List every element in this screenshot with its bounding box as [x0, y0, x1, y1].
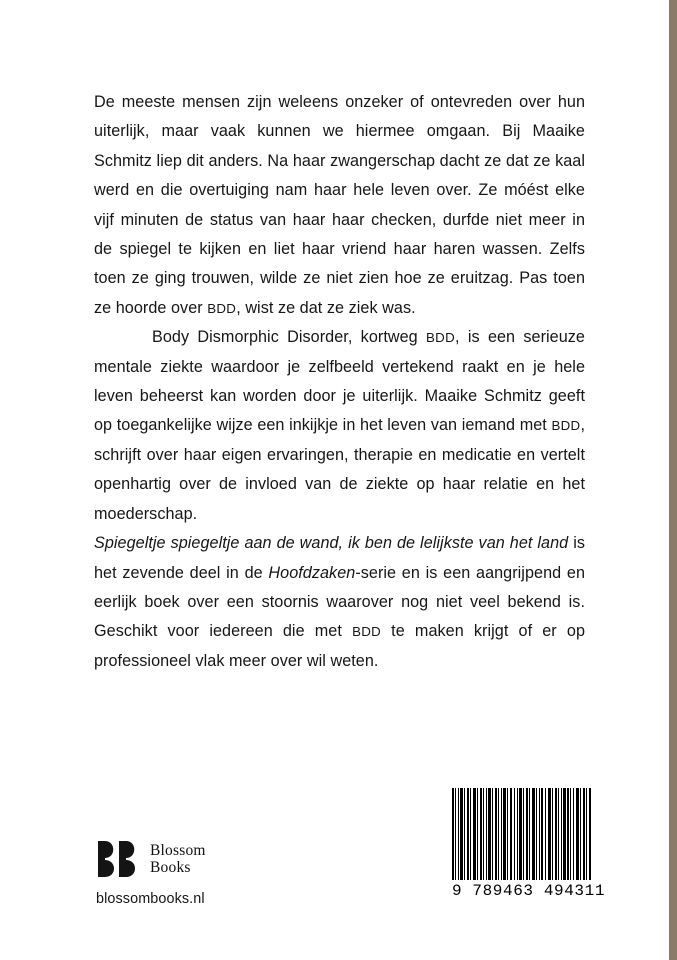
barcode-bar	[514, 788, 515, 880]
barcode-bars	[452, 788, 592, 880]
barcode-bar	[498, 788, 499, 880]
paragraph-3-text-part-1: is het zevende deel in de	[94, 534, 585, 582]
barcode-bar	[545, 788, 546, 880]
barcode-bar	[567, 788, 569, 880]
paragraph-2-text-part-1: Body Dismorphic Disorder, kortweg	[152, 328, 427, 347]
barcode-bar	[503, 788, 506, 880]
paragraph-3-text-part-3: te maken krijgt of er op professioneel vlak meer over wil weten.	[94, 622, 585, 670]
paragraph-3-text-part-2: -serie en is een aangrijpend en eerlijk boek over een stoornis waarover nog niet veel bekend is. Geschikt voor iedereen die met	[94, 563, 585, 641]
barcode-bar	[519, 788, 522, 880]
barcode-bar	[467, 788, 469, 880]
barcode-bar	[552, 788, 553, 880]
book-title: Spiegeltje spiegeltje aan de wand, ik ben de lelijkste van het land	[94, 534, 569, 553]
paragraph-2-text-part-2: , is een serieuze mentale ziekte waardoor je zelfbeeld vertekend raakt en je hele leven beheerst kan worden door je uiterlijk. Maaike Schmitz geeft op toegankelijke wijze een inkijkje in het leven van iemand met	[94, 328, 585, 435]
barcode-bar	[555, 788, 557, 880]
abbreviation-bdd: BDD	[352, 624, 382, 640]
blurb-paragraph-3	[94, 529, 585, 676]
publisher-logo	[96, 836, 326, 882]
barcode-bar	[576, 788, 579, 880]
barcode-digits: 9 789463 494311	[452, 882, 606, 900]
barcode-bar	[492, 788, 493, 880]
barcode-bar	[495, 788, 497, 880]
barcode-bar	[488, 788, 491, 880]
blossom-books-bb-logo-icon	[96, 837, 140, 881]
barcode-bar	[486, 788, 487, 880]
barcode-bar	[586, 788, 587, 880]
barcode-bar	[452, 788, 454, 880]
barcode-bar	[470, 788, 471, 880]
abbreviation-bdd: BDD	[551, 418, 581, 434]
barcode-bar	[589, 788, 591, 880]
barcode-bar	[573, 788, 574, 880]
barcode-bar	[483, 788, 484, 880]
barcode-bar	[536, 788, 537, 880]
barcode-bar	[532, 788, 535, 880]
barcode-bar	[580, 788, 581, 880]
abbreviation-bdd: BDD	[207, 300, 237, 316]
barcode-bar	[510, 788, 512, 880]
barcode-bar	[501, 788, 502, 880]
barcode-bar	[548, 788, 551, 880]
barcode-bar	[523, 788, 524, 880]
barcode-bar	[477, 788, 478, 880]
abbreviation-bdd: BDD	[426, 330, 455, 346]
series-title: Hoofdzaken	[268, 563, 356, 582]
blurb-paragraph-1	[94, 88, 585, 323]
publisher-name	[150, 842, 206, 877]
paragraph-1-text-part-1: De meeste mensen zijn weleens onzeker of ontevreden over hun uiterlijk, maar vaak kunnen we hiermee omgaan. Bij Maaike Schmitz liep dit anders. Na haar zwangerschap dacht ze dat ze kaal werd en die overtuiging nam haar hele leven over. Ze móést elke vijf minuten de status van haar haar checken, durfde niet meer in de spiegel te kijken en liet haar vriend haar haren wassen. Zelfs toen ze ging trouwen, wilde ze niet zien hoe ze eruitzag. Pas toen ze hoorde over	[94, 93, 585, 317]
publisher-name-line-1: Blossom	[150, 841, 206, 859]
paragraph-2-text-part-3: , schrijft over haar eigen ervaringen, therapie en medicatie en vertelt openhartig over de invloed van de ziekte op haar relatie en het moederschap.	[94, 416, 585, 523]
barcode-bar	[455, 788, 456, 880]
blurb-paragraph-2	[94, 323, 585, 529]
barcode-bar	[583, 788, 585, 880]
barcode-bar	[570, 788, 571, 880]
barcode-bar	[526, 788, 528, 880]
barcode-bar	[517, 788, 518, 880]
barcode-bar	[458, 788, 459, 880]
barcode-bar	[563, 788, 566, 880]
barcode-bar	[480, 788, 482, 880]
isbn-barcode	[452, 788, 606, 900]
barcode-bar	[507, 788, 508, 880]
book-spine-strip	[669, 0, 677, 960]
barcode-bar	[561, 788, 562, 880]
barcode-bar	[473, 788, 476, 880]
blurb-text-block	[94, 88, 585, 676]
barcode-bar	[460, 788, 463, 880]
publisher-block	[96, 836, 326, 907]
barcode-bar	[541, 788, 543, 880]
publisher-name-line-2: Books	[150, 859, 191, 876]
barcode-bar	[529, 788, 530, 880]
barcode-bar	[464, 788, 465, 880]
barcode-bar	[539, 788, 540, 880]
paragraph-1-text-part-2: , wist ze dat ze ziek was.	[236, 298, 416, 317]
publisher-website-url: blossombooks.nl	[96, 891, 205, 907]
barcode-bar	[558, 788, 559, 880]
